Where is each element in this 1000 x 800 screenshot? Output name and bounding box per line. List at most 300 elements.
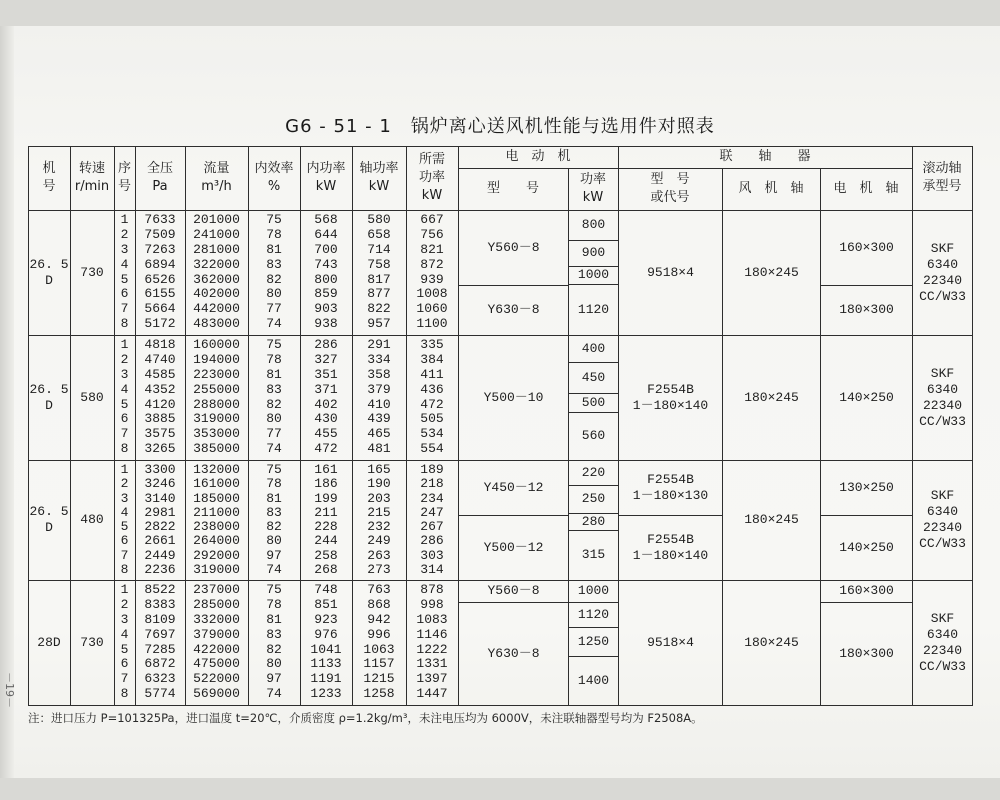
speed-value: 580 bbox=[80, 389, 104, 405]
total-pressure-cell: 4585 bbox=[144, 366, 176, 382]
header-total-pressure bbox=[135, 146, 185, 210]
seq-cell: 3 bbox=[120, 241, 129, 257]
seq-cell: 5 bbox=[120, 641, 129, 657]
required-power-cell: 756 bbox=[420, 226, 444, 242]
flow-cell: 319000 bbox=[193, 411, 240, 427]
efficiency-cell: 83 bbox=[266, 381, 282, 397]
total-pressure-cell: 7697 bbox=[144, 626, 176, 642]
cell-text-line: 560 bbox=[581, 428, 606, 443]
total-pressure-cell: 6155 bbox=[144, 286, 176, 302]
cell-text-line: F2554B bbox=[647, 471, 694, 487]
total-pressure-cell: 3265 bbox=[144, 441, 176, 457]
shaft-power-cell: 263 bbox=[367, 547, 391, 563]
flow-cell: 379000 bbox=[193, 626, 240, 642]
header-label-line: 或代号 bbox=[650, 190, 690, 205]
shaft-power-cell: 942 bbox=[367, 611, 391, 627]
header-flow bbox=[185, 146, 248, 210]
header-label-line: 轴功率 bbox=[359, 161, 399, 176]
grid-line bbox=[820, 168, 821, 706]
cell-text-line: SKF bbox=[930, 610, 955, 626]
cell-text-line: SKF bbox=[930, 365, 955, 381]
total-pressure-cell: 4120 bbox=[144, 396, 176, 412]
seq-cell: 6 bbox=[120, 533, 129, 549]
shaft-power-cell: 334 bbox=[367, 351, 391, 367]
grid-line bbox=[28, 460, 973, 461]
internal-power-cell: 700 bbox=[314, 241, 338, 257]
coupling-model-cell bbox=[619, 335, 722, 460]
efficiency-cell: 97 bbox=[266, 547, 282, 563]
cell-text-line: 450 bbox=[581, 369, 606, 385]
motor-model-cell bbox=[459, 335, 568, 460]
seq-cell: 5 bbox=[120, 396, 129, 412]
flow-cell: 332000 bbox=[193, 611, 240, 627]
shaft-power-cell: 763 bbox=[367, 582, 391, 597]
motor-power-cell bbox=[569, 627, 618, 657]
flow-cell: 442000 bbox=[193, 301, 240, 317]
required-power-cell: 878 bbox=[420, 582, 444, 597]
header-coupling-model bbox=[618, 168, 722, 210]
shaft-power-cell: 215 bbox=[367, 504, 391, 520]
required-power-cell: 218 bbox=[420, 476, 444, 492]
header-motor-shaft bbox=[820, 168, 912, 210]
internal-power-cell: 1133 bbox=[310, 656, 342, 672]
total-pressure-cell: 2822 bbox=[144, 519, 176, 534]
total-pressure-cell: 6872 bbox=[144, 656, 176, 672]
flow-cell: 422000 bbox=[193, 641, 240, 657]
motor-power-cell bbox=[569, 602, 618, 628]
cell-text-line: SKF bbox=[930, 240, 955, 256]
header-label-line: 联 轴 器 bbox=[719, 149, 811, 164]
speed-value: 480 bbox=[80, 512, 104, 527]
required-power-cell: 667 bbox=[420, 212, 444, 227]
motor-model-cell bbox=[459, 602, 568, 705]
seq-cell: 7 bbox=[120, 671, 129, 687]
internal-power-cell: 903 bbox=[314, 301, 338, 317]
seq-cell: 8 bbox=[120, 561, 129, 577]
header-label-line: kW bbox=[421, 188, 443, 203]
cell-text-line: CC/W33 bbox=[919, 536, 966, 551]
internal-power-cell: 644 bbox=[314, 226, 338, 242]
efficiency-cell: 78 bbox=[266, 476, 282, 492]
flow-cell: 353000 bbox=[193, 426, 240, 442]
required-power-cell: 286 bbox=[420, 533, 444, 549]
required-power-cell: 821 bbox=[420, 241, 444, 257]
cell-text-line: Y630－8 bbox=[487, 302, 540, 317]
efficiency-cell: 82 bbox=[266, 271, 282, 287]
internal-power-cell: 402 bbox=[314, 396, 338, 412]
header-label-line: r/min bbox=[74, 179, 110, 194]
bearing-model-cell bbox=[913, 460, 972, 580]
grid-line bbox=[28, 705, 973, 706]
required-power-cell: 1146 bbox=[416, 626, 448, 642]
cell-text-line: 9518×4 bbox=[647, 264, 694, 280]
cell-text-line: 180×245 bbox=[744, 389, 799, 405]
required-power-cell: 534 bbox=[420, 426, 444, 442]
shaft-power-cell: 822 bbox=[367, 301, 391, 317]
required-power-cell: 998 bbox=[420, 596, 444, 612]
shaft-power-cell: 1258 bbox=[363, 686, 395, 702]
cell-text-line: Y560－8 bbox=[487, 239, 540, 255]
internal-power-cell: 371 bbox=[314, 381, 338, 397]
efficiency-cell: 74 bbox=[266, 561, 282, 577]
header-label-line: 型 号 bbox=[486, 181, 539, 196]
efficiency-cell: 78 bbox=[266, 596, 282, 612]
internal-power-cell: 161 bbox=[314, 462, 338, 477]
efficiency-cell: 80 bbox=[266, 286, 282, 302]
required-power-cell: 234 bbox=[420, 490, 444, 506]
cell-text-line: 180×245 bbox=[744, 264, 799, 280]
total-pressure-cell: 4740 bbox=[144, 351, 176, 367]
cell-text-line: Y450－12 bbox=[483, 479, 544, 495]
cell-text-line: 1－180×130 bbox=[632, 487, 709, 503]
total-pressure-cell: 5774 bbox=[144, 686, 176, 702]
motor-shaft-cell bbox=[821, 460, 912, 516]
header-label-line: 功率 bbox=[579, 172, 606, 187]
total-pressure-cell: 3575 bbox=[144, 426, 176, 442]
seq-cell: 4 bbox=[120, 504, 129, 520]
cell-text-line: 315 bbox=[581, 547, 606, 562]
coupling-model-cell bbox=[619, 210, 722, 335]
shaft-power-cell: 358 bbox=[367, 366, 391, 382]
motor-shaft-cell bbox=[821, 515, 912, 580]
header-label-line: 风 机 轴 bbox=[738, 181, 804, 196]
efficiency-cell: 75 bbox=[266, 337, 282, 352]
total-pressure-cell: 6894 bbox=[144, 256, 176, 272]
header-label-line: 号 bbox=[117, 179, 131, 194]
shaft-power-cell: 1215 bbox=[363, 671, 395, 687]
efficiency-cell: 80 bbox=[266, 533, 282, 549]
cell-text-line: 900 bbox=[581, 245, 606, 260]
internal-power-cell: 472 bbox=[314, 441, 338, 457]
shaft-power-cell: 758 bbox=[367, 256, 391, 272]
header-label-line: 所需 bbox=[418, 152, 445, 167]
cell-text-line: CC/W33 bbox=[919, 288, 966, 304]
motor-model-cell bbox=[459, 580, 568, 603]
fan-shaft-cell bbox=[723, 210, 820, 335]
table-note: 注：进口压力 P=101325Pa，进口温度 t=20℃，介质密度 ρ=1.2kg/m³，未注电压均为 6000V，未注联轴器型号均为 F2508A。 bbox=[28, 711, 703, 725]
seq-cell: 7 bbox=[120, 426, 129, 442]
cell-text-line: 130×250 bbox=[839, 479, 894, 495]
bearing-model-cell bbox=[913, 335, 972, 460]
required-power-cell: 1331 bbox=[416, 656, 448, 672]
flow-cell: 237000 bbox=[193, 582, 240, 597]
required-power-cell: 1008 bbox=[416, 286, 448, 302]
total-pressure-cell: 8383 bbox=[144, 596, 176, 612]
bearing-model-cell bbox=[913, 210, 972, 335]
header-coupling-group bbox=[618, 146, 912, 168]
motor-model-cell bbox=[459, 210, 568, 286]
header-label-line: 承型号 bbox=[922, 179, 962, 194]
motor-power-cell bbox=[569, 580, 618, 603]
grid-line bbox=[28, 146, 973, 147]
header-label-line: 序 bbox=[117, 161, 131, 176]
shaft-power-cell: 1157 bbox=[363, 656, 395, 672]
motor-power-cell bbox=[569, 460, 618, 486]
cell-text-line: Y500－12 bbox=[483, 539, 544, 555]
efficiency-cell: 80 bbox=[266, 411, 282, 427]
internal-power-cell: 851 bbox=[314, 596, 338, 612]
flow-cell: 322000 bbox=[193, 256, 240, 272]
grid-line bbox=[28, 210, 973, 211]
required-power-cell: 247 bbox=[420, 504, 444, 520]
header-speed bbox=[70, 146, 114, 210]
grid-line bbox=[568, 168, 569, 706]
seq-cell: 1 bbox=[120, 212, 129, 227]
required-power-cell: 314 bbox=[420, 561, 444, 577]
cell-text-line: 6340 bbox=[926, 626, 959, 642]
internal-power-cell: 228 bbox=[314, 519, 338, 534]
cell-text-line: 180×245 bbox=[744, 512, 799, 527]
internal-power-cell: 800 bbox=[314, 271, 338, 287]
seq-cell: 6 bbox=[120, 656, 129, 672]
cell-text-line: 9518×4 bbox=[647, 634, 694, 650]
header-label-line: 转速 bbox=[78, 161, 105, 176]
motor-power-cell bbox=[569, 266, 618, 285]
flow-cell: 160000 bbox=[193, 337, 240, 352]
efficiency-cell: 75 bbox=[266, 212, 282, 227]
flow-cell: 402000 bbox=[193, 286, 240, 302]
required-power-cell: 554 bbox=[420, 441, 444, 457]
internal-power-cell: 976 bbox=[314, 626, 338, 642]
cell-text-line: 160×300 bbox=[839, 239, 894, 255]
grid-line bbox=[135, 146, 136, 706]
flow-cell: 292000 bbox=[193, 547, 240, 563]
cell-text-line: 140×250 bbox=[839, 389, 894, 405]
cell-text-line: 1－180×140 bbox=[632, 397, 709, 413]
cell-text-line: 1000 bbox=[577, 267, 610, 282]
cell-text-line: 22340 bbox=[922, 642, 962, 658]
seq-cell: 8 bbox=[120, 316, 129, 332]
grid-line bbox=[458, 146, 459, 706]
grid-line bbox=[912, 146, 913, 706]
header-label-line: % bbox=[267, 179, 281, 194]
total-pressure-cell: 5172 bbox=[144, 316, 176, 332]
cell-text-line: 140×250 bbox=[839, 539, 894, 555]
total-pressure-cell: 4818 bbox=[144, 337, 176, 352]
grid-line bbox=[248, 146, 249, 706]
internal-power-cell: 286 bbox=[314, 337, 338, 352]
total-pressure-cell: 3246 bbox=[144, 476, 176, 492]
fan-shaft-cell bbox=[723, 460, 820, 580]
header-label-line: kW bbox=[368, 179, 390, 194]
total-pressure-cell: 8522 bbox=[144, 582, 176, 597]
grid-line bbox=[352, 146, 353, 706]
grid-line bbox=[618, 146, 619, 706]
cell-text-line: 6340 bbox=[926, 504, 959, 519]
required-power-cell: 303 bbox=[420, 547, 444, 563]
efficiency-cell: 77 bbox=[266, 426, 282, 442]
motor-power-cell bbox=[569, 362, 618, 394]
internal-power-cell: 1191 bbox=[310, 671, 342, 687]
efficiency-cell: 82 bbox=[266, 519, 282, 534]
speed-value: 730 bbox=[80, 634, 104, 650]
cell-text-line: 220 bbox=[581, 464, 606, 480]
cell-text-line: 1120 bbox=[577, 606, 610, 622]
grid-line bbox=[406, 146, 407, 706]
motor-model-cell bbox=[459, 460, 568, 516]
page-title: G6 - 51 - 1 锅炉离心送风机性能与选用件对照表 bbox=[285, 116, 715, 137]
efficiency-cell: 80 bbox=[266, 656, 282, 672]
seq-cell: 4 bbox=[120, 381, 129, 397]
seq-cell: 7 bbox=[120, 301, 129, 317]
motor-power-cell bbox=[569, 393, 618, 413]
required-power-cell: 872 bbox=[420, 256, 444, 272]
shaft-power-cell: 868 bbox=[367, 596, 391, 612]
cell-text-line: 800 bbox=[581, 217, 606, 232]
cell-text-line: 280 bbox=[581, 513, 606, 529]
motor-shaft-cell bbox=[821, 285, 912, 335]
internal-power-cell: 268 bbox=[314, 561, 338, 577]
seq-cell: 5 bbox=[120, 519, 129, 534]
seq-cell: 2 bbox=[120, 351, 129, 367]
shaft-power-cell: 580 bbox=[367, 212, 391, 227]
flow-cell: 522000 bbox=[193, 671, 240, 687]
flow-cell: 483000 bbox=[193, 316, 240, 332]
flow-cell: 385000 bbox=[193, 441, 240, 457]
cell-text-line: 1120 bbox=[577, 301, 610, 317]
shaft-power-cell: 190 bbox=[367, 476, 391, 492]
shaft-power-cell: 439 bbox=[367, 411, 391, 427]
efficiency-cell: 82 bbox=[266, 641, 282, 657]
coupling-model-cell bbox=[619, 515, 722, 580]
shaft-power-cell: 957 bbox=[367, 316, 391, 332]
shaft-power-cell: 481 bbox=[367, 441, 391, 457]
motor-power-cell bbox=[569, 210, 618, 241]
required-power-cell: 267 bbox=[420, 519, 444, 534]
shaft-power-cell: 1063 bbox=[363, 641, 395, 657]
cell-text-line: Y500－10 bbox=[483, 389, 544, 405]
seq-cell: 5 bbox=[120, 271, 129, 287]
total-pressure-cell: 7509 bbox=[144, 226, 176, 242]
grid-line bbox=[185, 146, 186, 706]
bearing-model-cell bbox=[913, 580, 972, 705]
shaft-power-cell: 203 bbox=[367, 490, 391, 506]
internal-power-cell: 258 bbox=[314, 547, 338, 563]
flow-cell: 362000 bbox=[193, 271, 240, 287]
header-label-line: kW bbox=[315, 179, 337, 194]
seq-cell: 3 bbox=[120, 611, 129, 627]
total-pressure-cell: 7263 bbox=[144, 241, 176, 257]
internal-power-cell: 211 bbox=[314, 504, 338, 520]
grid-line bbox=[722, 168, 723, 706]
motor-shaft-cell bbox=[821, 580, 912, 603]
motor-shaft-cell bbox=[821, 335, 912, 460]
cell-text-line: 250 bbox=[581, 491, 606, 506]
cell-text-line: 1000 bbox=[577, 583, 610, 598]
efficiency-cell: 83 bbox=[266, 256, 282, 272]
header-label-line: 流量 bbox=[203, 161, 230, 176]
seq-cell: 6 bbox=[120, 286, 129, 302]
shaft-power-cell: 714 bbox=[367, 241, 391, 257]
internal-power-cell: 859 bbox=[314, 286, 338, 302]
cell-text-line: Y630－8 bbox=[487, 645, 540, 661]
header-label-line: kW bbox=[582, 190, 604, 205]
flow-cell: 132000 bbox=[193, 462, 240, 477]
header-shaft-power bbox=[352, 146, 406, 210]
required-power-cell: 1447 bbox=[416, 686, 448, 702]
shaft-power-cell: 291 bbox=[367, 337, 391, 352]
required-power-cell: 189 bbox=[420, 462, 444, 477]
cell-text-line: Y560－8 bbox=[487, 583, 540, 598]
required-power-cell: 939 bbox=[420, 271, 444, 287]
efficiency-cell: 77 bbox=[266, 301, 282, 317]
efficiency-cell: 78 bbox=[266, 351, 282, 367]
coupling-model-cell bbox=[619, 580, 722, 705]
cell-text-line: F2554B bbox=[647, 531, 694, 547]
grid-line bbox=[114, 146, 115, 706]
required-power-cell: 1060 bbox=[416, 301, 448, 317]
seq-cell: 6 bbox=[120, 411, 129, 427]
total-pressure-cell: 4352 bbox=[144, 381, 176, 397]
cell-text-line: CC/W33 bbox=[919, 413, 966, 429]
flow-cell: 223000 bbox=[193, 366, 240, 382]
motor-model-cell bbox=[459, 285, 568, 335]
header-label-line: m³/h bbox=[201, 179, 232, 194]
required-power-cell: 335 bbox=[420, 337, 444, 352]
motor-power-cell bbox=[569, 530, 618, 580]
flow-cell: 185000 bbox=[193, 490, 240, 506]
efficiency-cell: 83 bbox=[266, 504, 282, 520]
motor-power-cell bbox=[569, 412, 618, 460]
machine-number-line: 26. 5 bbox=[29, 256, 69, 272]
motor-power-cell bbox=[569, 513, 618, 531]
motor-shaft-cell bbox=[821, 210, 912, 286]
efficiency-cell: 74 bbox=[266, 686, 282, 702]
header-label-line: 电 机 轴 bbox=[833, 181, 899, 196]
header-label-line: 号 bbox=[42, 179, 56, 194]
total-pressure-cell: 2981 bbox=[144, 504, 176, 520]
flow-cell: 238000 bbox=[193, 519, 240, 534]
total-pressure-cell: 2236 bbox=[144, 561, 176, 577]
required-power-cell: 1397 bbox=[416, 671, 448, 687]
header-label-line: 机 bbox=[42, 161, 56, 176]
flow-cell: 281000 bbox=[193, 241, 240, 257]
seq-cell: 2 bbox=[120, 476, 129, 492]
seq-cell: 4 bbox=[120, 626, 129, 642]
cell-text-line: 180×300 bbox=[839, 302, 894, 317]
total-pressure-cell: 3140 bbox=[144, 490, 176, 506]
efficiency-cell: 81 bbox=[266, 366, 282, 382]
required-power-cell: 1083 bbox=[416, 611, 448, 627]
seq-cell: 1 bbox=[120, 337, 129, 352]
header-label-line: 功率 bbox=[418, 170, 445, 185]
grid-line bbox=[70, 146, 71, 706]
seq-cell: 8 bbox=[120, 686, 129, 702]
motor-power-cell bbox=[569, 485, 618, 514]
cell-text-line: CC/W33 bbox=[919, 658, 966, 674]
machine-number-line: D bbox=[45, 397, 53, 413]
header-label-line: 型 号 bbox=[650, 172, 690, 187]
cell-text-line: 1－180×140 bbox=[632, 547, 709, 563]
internal-power-cell: 568 bbox=[314, 212, 338, 227]
machine-number-line: 26. 5 bbox=[29, 504, 69, 519]
cell-text-line: 22340 bbox=[922, 520, 962, 535]
efficiency-cell: 74 bbox=[266, 441, 282, 457]
header-label-line: 内功率 bbox=[306, 161, 346, 176]
header-label-line: 电 动 机 bbox=[505, 149, 571, 164]
cell-text-line: 180×245 bbox=[744, 634, 799, 650]
shaft-power-cell: 658 bbox=[367, 226, 391, 242]
internal-power-cell: 748 bbox=[314, 582, 338, 597]
internal-power-cell: 923 bbox=[314, 611, 338, 627]
shaft-power-cell: 232 bbox=[367, 519, 391, 534]
header-required-power bbox=[406, 146, 458, 210]
cell-text-line: 180×300 bbox=[839, 645, 894, 661]
cell-text-line: 1400 bbox=[577, 672, 610, 688]
seq-cell: 2 bbox=[120, 596, 129, 612]
shaft-power-cell: 996 bbox=[367, 626, 391, 642]
cell-text-line: 160×300 bbox=[839, 583, 894, 598]
